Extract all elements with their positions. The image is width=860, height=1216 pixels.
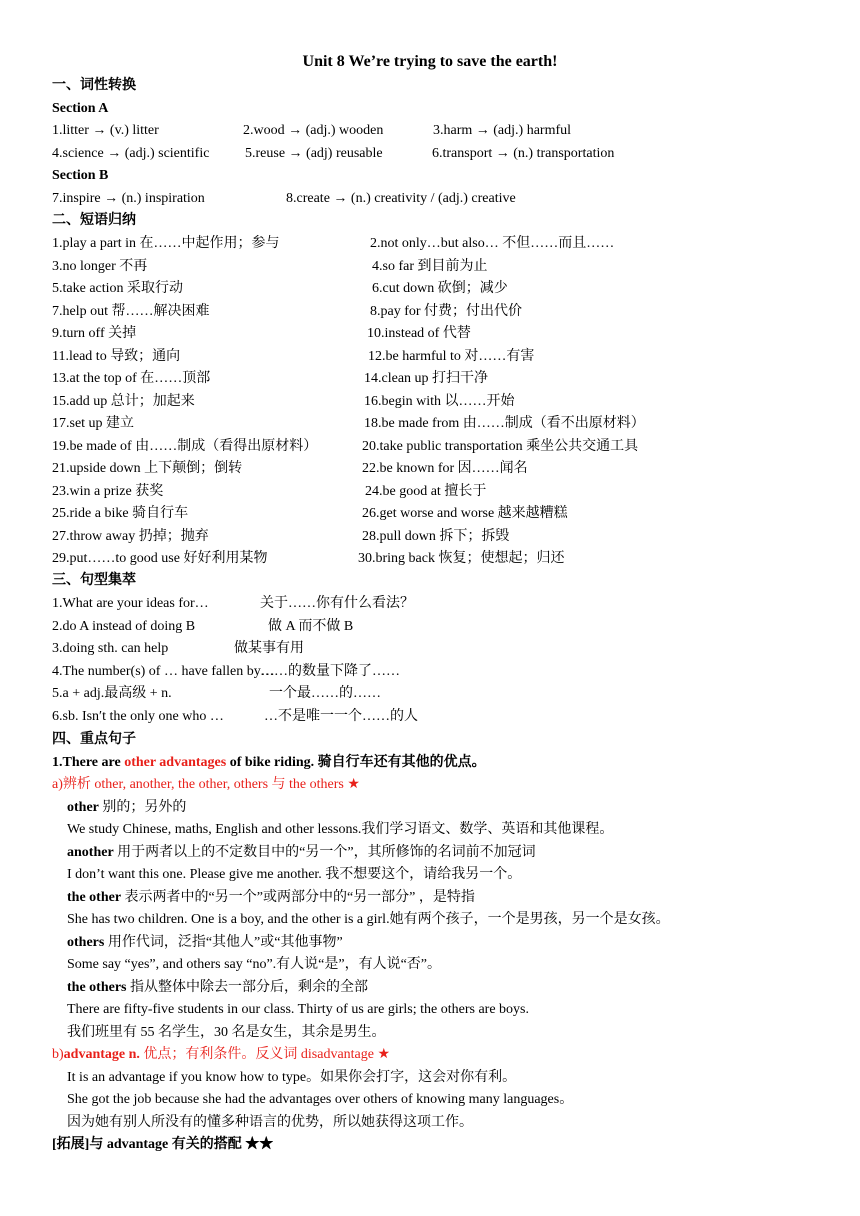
term: other (67, 800, 99, 815)
word-form-item: 4.science → (adj.) scientific (52, 146, 210, 161)
example-sentence: It is an advantage if you know how to type。如果你会打字，这会对你有利。 (67, 1070, 517, 1085)
phrase-item: 13.at the top of 在……顶部 (52, 371, 211, 386)
phrase-item: 25.ride a bike 骑自行车 (52, 506, 189, 521)
section-b-label: Section B (52, 168, 109, 183)
phrase-item: 27.throw away 扔掉；抛弃 (52, 528, 209, 544)
pattern-english: 5.a + adj.最高级 + n. (52, 686, 172, 701)
definition-the-others (67, 979, 368, 997)
definition: 表示两者中的“另一个”或两部分中的“另一部分” ，是特指 (121, 890, 475, 905)
definition-others (67, 934, 343, 952)
term: the others (67, 980, 127, 995)
definition: 用于两者以上的不定数目中的“另一个”，其所修饰的名词前不加冠词 (113, 845, 536, 860)
phrase-item: 2.not only…but also… 不但……而且…… (370, 236, 615, 251)
phrase-item: 6.cut down 砍倒；减少 (372, 281, 508, 296)
example-sentence: She has two children. One is a boy, and the other is a girl.她有两个孩子，一个是男孩，另一个是女孩。 (67, 912, 670, 927)
example-sentence: We study Chinese, maths, English and other lessons.我们学习语文、数学、英语和其他课程。 (67, 822, 614, 837)
phrase-item: 16.begin with 以……开始 (364, 393, 515, 409)
subpoint-b-prefix: b) (52, 1047, 64, 1062)
definition: 指从整体中除去一部分后，剩余的全部 (126, 980, 368, 995)
example-sentence: Some say “yes”, and others say “no”.有人说“是”，有人说“否”。 (67, 957, 442, 972)
pattern-english: 1.What are your ideas for… (52, 596, 209, 611)
pattern-chinese: 一个最……的…… (269, 686, 381, 701)
example-sentence: I don’t want this one. Please give me another. 我不想要这个，请给我另一个。 (67, 867, 522, 882)
star-icon: ★ (347, 777, 360, 792)
phrase-item: 12.be harmful to 对……有害 (368, 348, 535, 364)
term: advantage n. (63, 1047, 140, 1062)
word-form-item: 5.reuse → (adj) reusable (245, 146, 383, 161)
subpoint-a-heading (52, 776, 360, 794)
term: another (67, 845, 114, 860)
pattern-english: 4.The number(s) of … have fallen by… (52, 663, 275, 679)
example-sentence: She got the job because she had the advantages over others of knowing many languages。 (67, 1092, 574, 1107)
definition: 用作代词，泛指“其他人”或“其他事物” (104, 935, 343, 950)
section-heading-phrases: 二、短语归纳 (52, 213, 136, 228)
phrase-item: 24.be good at 擅长于 (365, 483, 487, 499)
pattern-chinese: …不是唯一一个……的人 (264, 708, 418, 724)
key-sentence-1 (52, 754, 486, 772)
section-heading-word-forms: 一、词性转换 (52, 78, 136, 93)
word-form-item: 1.litter → (v.) litter (52, 123, 159, 138)
pattern-english: 3.doing sth. can help (52, 641, 169, 656)
definition-another (67, 844, 536, 862)
example-sentence: There are fifty-five students in our class. Thirty of us are girls; the others are boys. (67, 1002, 529, 1017)
word-form-item: 7.inspire → (n.) inspiration (52, 191, 205, 206)
pattern-chinese: ……的数量下降了…… (260, 663, 400, 679)
phrase-item: 26.get worse and worse 越来越糟糕 (362, 506, 568, 521)
phrase-item: 9.turn off 关掉 (52, 326, 137, 341)
example-translation: 因为她有别人所没有的懂多种语言的优势，所以她获得这项工作。 (67, 1115, 473, 1130)
pattern-english: 2.do A instead of doing B (52, 618, 196, 634)
page-title: Unit 8 We’re trying to save the earth! (302, 53, 558, 70)
phrase-item: 20.take public transportation 乘坐公共交通工具 (362, 438, 639, 454)
definition-other (67, 799, 186, 817)
word-form-item: 8.create → (n.) creativity / (adj.) creative (286, 191, 516, 206)
phrase-item: 5.take action 采取行动 (52, 281, 184, 296)
word-form-item: 3.harm → (adj.) harmful (433, 123, 572, 138)
definition: 别的；另外的 (98, 800, 187, 815)
phrase-item: 23.win a prize 获奖 (52, 483, 164, 499)
term: the other (67, 890, 122, 905)
phrase-item: 4.so far 到目前为止 (372, 258, 488, 274)
definition-the-other (67, 889, 475, 907)
phrase-item: 29.put……to good use 好好利用某物 (52, 551, 268, 566)
example-translation: 我们班里有 55 名学生，30 名是女生，其余是男生。 (67, 1025, 386, 1040)
pattern-english: 6.sb. Isn′t the only one who … (52, 708, 224, 724)
key-sentence-text: 1.There are (52, 755, 125, 770)
phrase-item: 18.be made from 由……制成（看不出原材料） (364, 416, 645, 431)
term: others (67, 935, 105, 950)
phrase-item: 1.play a part in 在……中起作用；参与 (52, 236, 280, 251)
section-a-label: Section A (52, 101, 109, 116)
key-sentence-highlight: other advantages (124, 755, 227, 770)
definition: 优点；有利条件。反义词 disadvantage (139, 1047, 378, 1062)
phrase-item: 22.be known for 因……闻名 (362, 461, 528, 476)
phrase-item: 21.upside down 上下颠倒；倒转 (52, 461, 243, 476)
phrase-item: 19.be made of 由……制成（看得出原材料） (52, 438, 318, 454)
subpoint-a-label: a)辨析 other, another, the other, others 与 the others (52, 777, 348, 792)
star-icon: ★ (377, 1047, 391, 1062)
pattern-chinese: 做某事有用 (234, 641, 304, 656)
pattern-chinese: 做 A 而不做 B (268, 618, 354, 634)
phrase-item: 7.help out 帮……解决困难 (52, 303, 210, 319)
subpoint-b-heading (52, 1046, 390, 1064)
phrase-item: 17.set up 建立 (52, 416, 135, 431)
phrase-item: 30.bring back 恢复；使想起；归还 (358, 551, 565, 566)
phrase-item: 14.clean up 打扫干净 (364, 371, 489, 386)
section-heading-sentence-patterns: 三、句型集萃 (52, 573, 136, 588)
phrase-item: 10.instead of 代替 (367, 326, 471, 341)
phrase-item: 15.add up 总计；加起来 (52, 393, 195, 409)
pattern-chinese: 关于……你有什么看法？ (260, 596, 414, 611)
phrase-item: 11.lead to 导致；通向 (52, 348, 181, 364)
phrase-item: 28.pull down 拆下；拆毁 (362, 528, 510, 544)
phrase-item: 8.pay for 付费；付出代价 (370, 303, 523, 319)
extension-heading: [拓展]与 advantage 有关的搭配 ★★ (52, 1137, 274, 1152)
word-form-item: 6.transport → (n.) transportation (432, 146, 615, 161)
key-sentence-text: of bike riding. 骑自行车还有其他的优点。 (226, 755, 486, 770)
word-form-item: 2.wood → (adj.) wooden (243, 123, 384, 138)
section-heading-key-sentences: 四、重点句子 (52, 732, 136, 747)
phrase-item: 3.no longer 不再 (52, 258, 148, 274)
